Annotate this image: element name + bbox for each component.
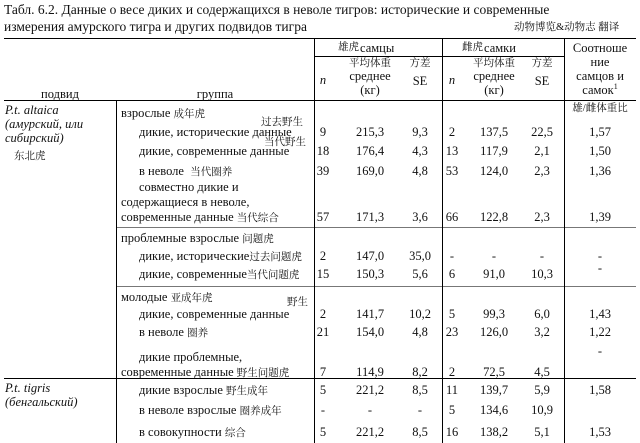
cell-female-n: 66 [445,210,459,224]
group-heading-young: молодые 亚成年虎 [121,290,213,304]
cell-male-n: 57 [316,210,330,224]
females-var-cn: 方差 [531,58,553,69]
ratio-header-l3: самцов и [576,69,624,83]
row-label: в неволе 圈养 [139,325,209,339]
cell-ratio: - [597,344,603,358]
cell-female-avg: 124,0 [479,164,509,178]
males-group-rule [314,56,442,57]
cell-male-avg: 114,9 [356,365,384,379]
males-var-cn: 方差 [409,58,431,69]
col-divider-group [314,38,315,443]
cell-female-n: 13 [445,144,459,158]
cell-male-avg: 171,3 [355,210,385,224]
cell-male-avg: 141,7 [355,307,385,321]
table-caption-line1: Табл. 6.2. Данные о весе диких и содержащихся в неволе тигров: исторические и современные [4,2,550,17]
cell-female-n: 2 [448,125,456,139]
subspecies-altaica-l3: сибирский) [5,131,64,145]
cell-male-avg: 215,3 [355,125,385,139]
females-avg-unit: (кг) [484,83,504,97]
cell-male-n: - [320,403,326,417]
cell-male-se: 4,8 [412,325,428,339]
ratio-header-l1: Соотноше [572,41,628,55]
females-avg-header: среднее [473,69,515,83]
cell-female-n: 23 [445,325,459,339]
cell-ratio: 1,57 [589,125,611,139]
cell-ratio: 1,58 [589,383,611,397]
row-label-cn: 当代野生 [264,137,306,148]
col-divider-males [442,38,443,443]
cell-male-se: 4,3 [412,144,428,158]
table-top-rule [4,38,636,39]
row-label: в совокупности 综合 [139,425,246,439]
cell-male-n: 2 [319,307,327,321]
cell-female-se: 3,2 [534,325,550,339]
females-avg-cn: 平均体重 [473,58,515,69]
cell-male-se: 8,5 [412,383,428,397]
ratio-header-l4: самок$^1$ [582,81,618,97]
cell-female-avg: 137,5 [479,125,509,139]
group-rule-young [117,286,636,287]
cell-male-n: 18 [316,144,330,158]
subspecies-tigris-name: P.t. tigris [5,381,51,395]
cell-male-n: 7 [319,365,327,379]
group-heading-adults: взрослые 成年虎 [121,106,206,120]
cell-ratio: 1,43 [589,307,611,321]
cell-female-n: 5 [448,403,456,417]
cell-ratio: 1,39 [589,210,611,224]
cell-ratio: 1,50 [589,144,611,158]
cell-male-avg: 147,0 [355,249,385,263]
col-divider-subspecies [116,100,117,443]
ratio-cn-note: 雄/雌体重比 [572,103,628,114]
cell-female-se: 2,3 [534,164,550,178]
translator-note: 动物博览&动物志 翻译 [514,22,620,33]
cell-ratio: 1,53 [589,425,611,439]
subspecies-altaica-name: P.t. altaica [5,103,59,117]
cell-male-se: 3,6 [412,210,428,224]
cell-ratio: 1,36 [589,164,611,178]
header-bottom-rule [4,100,636,101]
row-label-cn: 野生 [287,297,308,308]
females-group-rule [442,56,564,57]
cell-female-se: 5,9 [534,383,550,397]
row-label: дикие, исторические过去问题虎 [139,249,302,263]
row-label: дикие, современные данные [139,144,290,158]
cell-ratio: - [597,261,603,275]
cell-female-avg: - [491,249,497,263]
table-caption-line2: измерения амурского тигра и других подвидов тигра [4,19,307,34]
cell-male-se: 10,2 [409,307,431,321]
cell-female-avg: 138,2 [479,425,509,439]
cell-female-n: 16 [445,425,459,439]
row-label: дикие проблемные, [139,350,243,364]
males-avg-header: среднее [349,69,391,83]
females-header: самки [484,41,516,55]
cell-male-n: 2 [319,249,327,263]
cell-male-avg: 169,0 [355,164,385,178]
cell-female-se: - [539,249,545,263]
cell-male-n: 5 [319,425,327,439]
cell-male-se: 8,5 [412,425,428,439]
cell-male-se: 4,8 [412,164,428,178]
cell-male-n: 5 [319,383,327,397]
cell-female-se: 2,1 [534,144,550,158]
cell-female-avg: 139,7 [479,383,509,397]
cell-ratio: - [597,249,603,263]
cell-female-avg: 134,6 [479,403,509,417]
group-header: группа [196,87,234,101]
cell-male-avg: 176,4 [355,144,385,158]
row-label: дикие взрослые 野生成年 [139,383,268,397]
cell-male-se: 9,3 [412,125,428,139]
subspecies-header: подвид [41,87,79,101]
subspecies-altaica-l2: (амурский, или [5,117,84,131]
cell-female-n: 11 [445,383,459,397]
cell-male-n: 39 [316,164,330,178]
col-divider-females [564,38,565,443]
cell-female-n: 5 [448,307,456,321]
cell-male-avg: 154,0 [355,325,385,339]
cell-female-n: 6 [448,267,456,281]
males-avg-unit: (кг) [360,83,380,97]
cell-female-se: 10,9 [531,403,553,417]
males-n-header: n [319,73,327,87]
cell-male-n: 15 [316,267,330,281]
females-n-header: n [448,73,456,87]
cell-male-se: - [417,403,423,417]
row-label: в неволе 当代圈养 [139,164,233,178]
cell-male-avg: - [367,403,373,417]
cell-male-avg: 221,2 [355,383,385,397]
cell-female-se: 10,3 [531,267,553,281]
cell-female-n: 2 [448,365,456,379]
cell-female-se: 4,5 [534,365,550,379]
cell-ratio: 1,22 [589,325,611,339]
row-label: дикие, современные当代问题虎 [139,267,300,281]
row-label: содержащиеся в неволе, [121,195,250,209]
subspecies-altaica-cn: 东北虎 [14,151,46,162]
cell-male-avg: 221,2 [355,425,385,439]
cell-female-avg: 126,0 [479,325,509,339]
row-label: совместно дикие и [139,180,239,194]
males-cn-label: 雄虎 [338,42,359,53]
cell-female-avg: 99,3 [483,307,505,321]
cell-female-se: 2,3 [534,210,550,224]
subspecies-tigris-l2: (бенгальский) [5,395,78,409]
cell-female-avg: 117,9 [480,144,508,158]
males-avg-cn: 平均体重 [349,58,391,69]
cell-female-n: - [449,249,455,263]
cell-male-se: 35,0 [409,249,431,263]
males-se-header: SE [412,74,428,88]
row-label: современные данные 野生问题虎 [121,365,290,379]
cell-female-avg: 91,0 [483,267,505,281]
ratio-header-l2: ние [590,55,610,69]
cell-male-avg: 150,3 [355,267,385,281]
row-label: современные данные 当代综合 [121,210,279,224]
group-heading-problem-adults: проблемные взрослые 问题虎 [121,231,274,245]
group-rule-problem [117,227,636,228]
row-label: дикие, современные данные [139,307,290,321]
cell-male-n: 9 [319,125,327,139]
cell-male-n: 21 [316,325,330,339]
cell-female-avg: 72,5 [483,365,505,379]
cell-female-n: 53 [445,164,459,178]
cell-female-avg: 122,8 [479,210,509,224]
cell-male-se: 5,6 [412,267,428,281]
cell-female-se: 22,5 [531,125,553,139]
row-label-cn: 过去野生 [261,117,303,128]
cell-male-se: 8,2 [412,365,428,379]
row-label: дикие, исторические данные [139,125,292,139]
cell-female-se: 5,1 [534,425,550,439]
females-se-header: SE [534,74,550,88]
cell-female-se: 6,0 [534,307,550,321]
females-cn-label: 雌虎 [462,42,483,53]
row-label: в неволе взрослые 圈养成年 [139,403,282,417]
males-header: самцы [360,41,395,55]
